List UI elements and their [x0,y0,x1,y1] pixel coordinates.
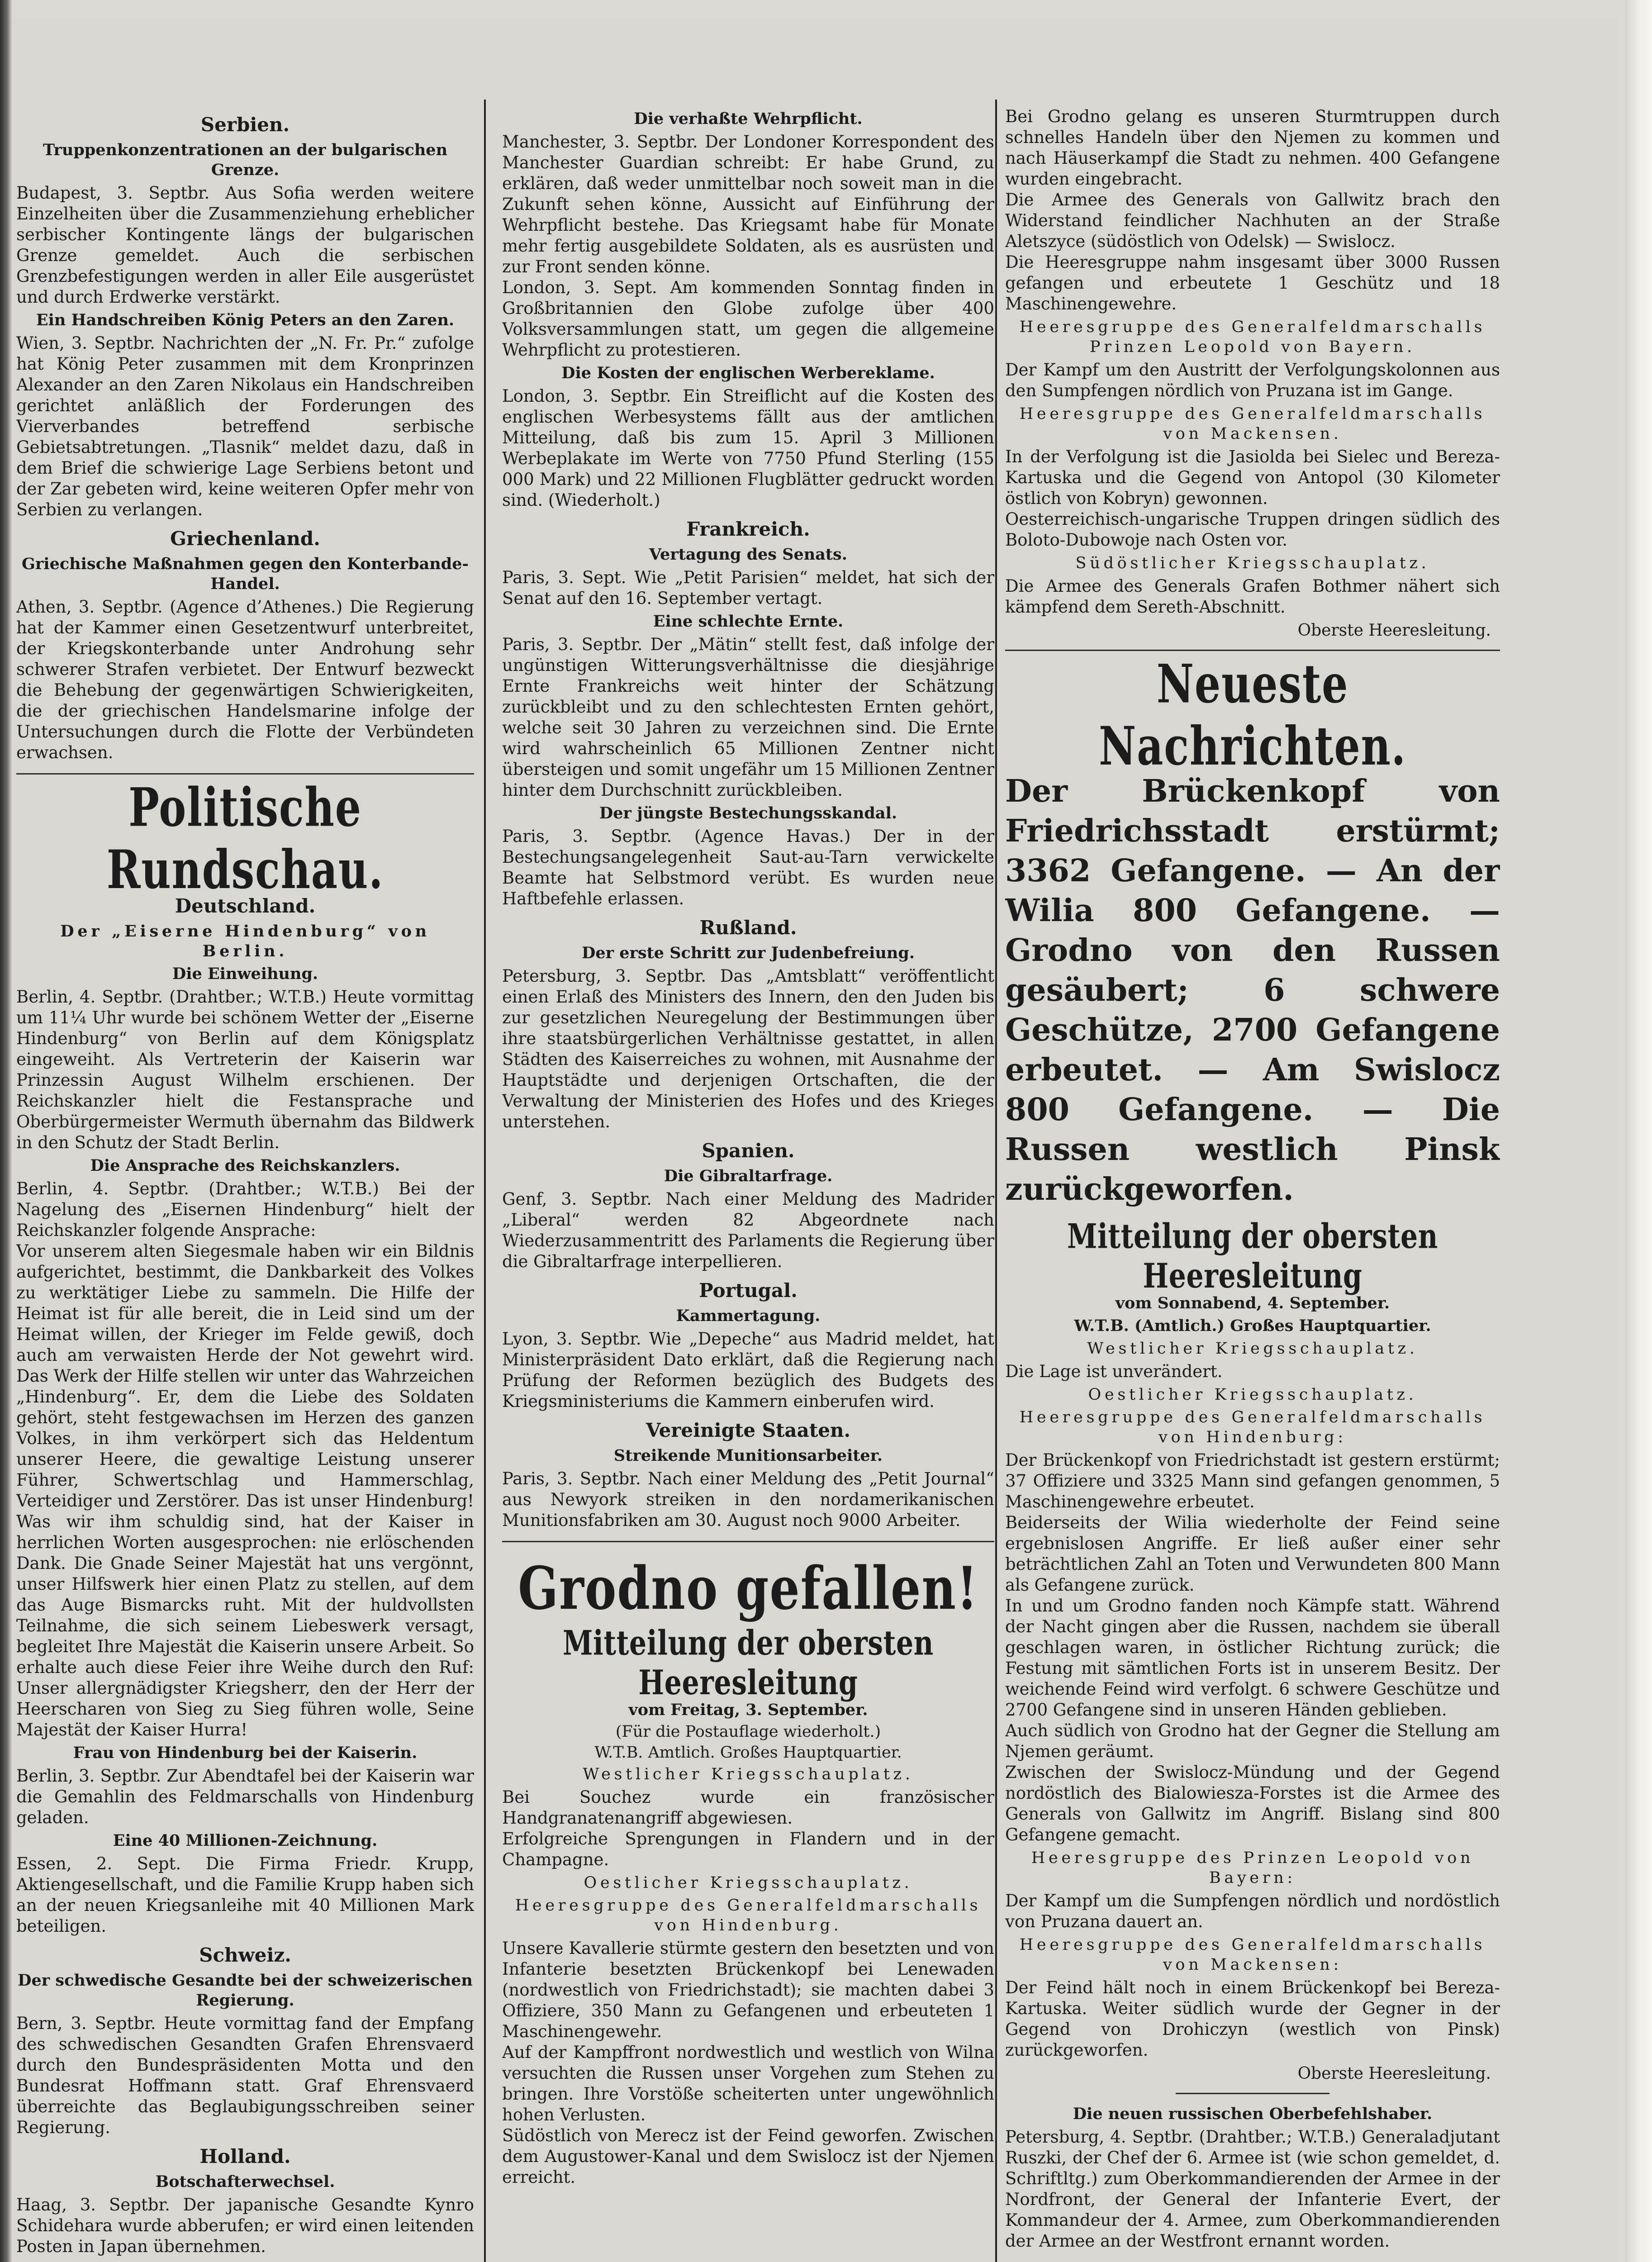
report-date: vom Sonnabend, 4. September. [1115,1294,1390,1312]
theatre-heading: Oestlicher Kriegsschauplatz. [1088,1386,1417,1404]
page-binding-edge [0,0,12,2262]
report-date: vom Freitag, 3. September. [628,1701,868,1719]
article-text: Berlin, 4. Septbr. (Drahtber.; W.T.B.) Bei der Nagelung des „Eisernen Hindenburg“ hielt der Reichskanzler folgende Ansprache: [16,1179,474,1240]
column-2 [502,106,994,2262]
army-group-heading: Heeresgruppe des Generalfeldmarschalls von Hindenburg. [515,1896,982,1934]
section-title-serbien: Serbien. [200,114,290,136]
article-text: Manchester, 3. Septbr. Der Londoner Korrespondent des Manchester Guardian schreibt: Er habe Grund, zu erklären, daß weder unmittelbar noch soweit man in die Zukunft sehen könne, Aussicht auf Einführung der Wehrpflicht bestehe. Das Kriegsamt habe für Monate mehr fertig ausgebildete Soldaten, als es ausrüsten und zur Front senden könne. [502,132,994,276]
neueste-masthead: Neueste Nachrichten. [1099,653,1406,778]
army-group-heading: Heeresgruppe des Prinzen Leopold von Bayern: [1031,1849,1474,1887]
article-text: Auf der Kampffront nordwestlich und westlich von Wilna versuchten die Russen unser Vorgehen zum Stehen zu bringen. Ihre Vorstöße scheiterten unter ungewöhnlich hohen Verlusten. [502,2043,994,2124]
article-text: Die Heeresgruppe nahm insgesamt über 3000 Russen gefangen und erbeutete 1 Geschütz und 18 Maschinengewehre. [1005,252,1500,314]
column-1 [16,106,474,2262]
rundschau-masthead: Politische Rundschau. [106,776,384,901]
subheading: Der jüngste Bestechungsskandal. [599,804,897,822]
section-title-deutschland: Deutschland. [175,895,316,917]
subheading: Die Kosten der englischen Werbereklame. [561,364,935,382]
article-text: Essen, 2. Sept. Die Firma Friedr. Krupp, Aktiengesellschaft, und die Familie Krupp haben sich an der neuen Kriegsanleihe mit 40 Millionen Mark beteiligen. [16,1854,474,1936]
article-text: Lyon, 3. Septbr. Wie „Depeche“ aus Madrid meldet, hat Ministerpräsident Dato erklärt, daß die Regierung nach Prüfung der Reformen bezüglich des Budgets des Kriegsministeriums die Kammern einberufen wird. [502,1329,994,1411]
column-rule [484,100,486,2262]
short-divider [1176,2093,1329,2094]
column-3 [1005,106,1500,2262]
theatre-heading: Westlicher Kriegsschauplatz. [583,1765,914,1783]
article-text: Auch südlich von Grodno hat der Gegner die Stellung am Njemen geräumt. [1005,1721,1500,1761]
theatre-heading: Südöstlicher Kriegsschauplatz. [1075,554,1430,572]
section-divider [1005,650,1500,651]
subheading: Der „Eiserne Hindenburg“ von Berlin. [60,922,430,960]
ohl-kicker: Mitteilung der obersten Heeresleitung [1067,1217,1438,1296]
article-text: Petersburg, 4. Septbr. (Drahtber.; W.T.B.) Generaladjutant Ruszki, der Chef der 6. Armee ist (wie schon gemeldet, d. Schriftltg.) zum Oberkommandierenden der Armee in der Nordfront, der General der Infanterie Evert, der Kommandeur der 4. Armee, zum Oberkommandierenden der Armee an der Westfront ernannt worden. [1005,2127,1500,2251]
article-text: In der Verfolgung ist die Jasiolda bei Sielec und Bereza-Kartuska und die Gegend von Antopol (30 Kilometer östlich von Kobryn) gewonnen. [1005,447,1500,508]
theatre-heading: Westlicher Kriegsschauplatz. [1087,1340,1418,1358]
report-source: W.T.B. (Amtlich.) Großes Hauptquartier. [1074,1316,1431,1335]
subheading: Ein Handschreiben König Peters an den Zaren. [36,311,455,329]
subheading: Frau von Hindenburg bei der Kaiserin. [73,1744,418,1762]
section-title-usa: Vereinigte Staaten. [646,1419,851,1441]
article-text: Unsere Kavallerie stürmte gestern den besetzten und von Infanterie besetzten Brückenkopf bei Lenewaden (nordwestlich von Friedrichstadt); sie machten dabei 3 Offiziere, 350 Mann zu Gefangenen und erbeuteten 1 Maschinengewehr. [502,1939,994,2041]
article-text: Paris, 3. Sept. Wie „Petit Parisien“ meldet, hat sich der Senat auf den 16. September vertagt. [502,568,994,608]
section-divider [502,1541,994,1542]
article-text: London, 3. Septbr. Ein Streiflicht auf die Kosten des englischen Werbesystems fällt aus der amtlichen Mitteilung, daß bis zum 15. April 3 Millionen Werbeplakate im Werte von 7750 Pfund Sterling (155 000 Mark) und 22 Millionen Flugblätter gedruckt worden sind. (Wiederholt.) [502,386,994,510]
army-group-heading: Heeresgruppe des Generalfeldmarschalls von Mackensen: [1019,1936,1486,1974]
subheading: Vertagung des Senats. [649,545,847,564]
page-right-margin [1625,0,1652,2262]
article-text: Oesterreichisch-ungarische Truppen dringen südlich des Boloto-Dubowoje nach Osten vor. [1005,509,1500,550]
article-text: Genf, 3. Septbr. Nach einer Meldung des Madrider „Liberal“ werden 82 Abgeordnete nach Wiederzusammentritt des Parlaments die Regierung über die Gibraltarfrage interpellieren. [502,1189,994,1271]
army-group-heading: Heeresgruppe des Generalfeldmarschalls von Hindenburg: [1019,1408,1486,1446]
subheading: Die Gibraltarfrage. [664,1167,833,1185]
article-text: Athen, 3. Septbr. (Agence d’Athenes.) Die Regierung hat der Kammer einen Gesetzentwurf unterbreitet, der Kriegskonterbande unter Androhung sehr schwerer Strafen verbietet. Der Entwurf bezweckt die Behebung der gegenwärtigen Schwierigkeiten, die der griechischen Handelsmarine infolge der Untersuchungen durch die Flotte der Verbündeten erwachsen. [16,597,474,762]
section-title-schweiz: Schweiz. [199,1944,291,1966]
section-title-portugal: Portugal. [699,1279,798,1302]
article-text: In und um Grodno fanden noch Kämpfe statt. Während der Nacht gingen aber die Russen, nachdem sie überall geschlagen waren, in östlicher Richtung zurück; die Festung mit sämtlichen Forts ist in unserem Besitz. Der weichende Feind wird verfolgt. 6 schwere Geschütze und 2700 Gefangene sind in unseren Händen geblieben. [1005,1596,1500,1720]
army-group-heading: Heeresgruppe des Generalfeldmarschalls von Mackensen. [1019,405,1486,443]
subheading: Kammertagung. [676,1307,821,1325]
article-text: Erfolgreiche Sprengungen in Flandern und in der Champagne. [502,1829,994,1869]
army-group-heading: Heeresgruppe des Generalfeldmarschalls Prinzen Leopold von Bayern. [1019,318,1486,356]
subheading: Die verhaßte Wehrpflicht. [634,109,863,128]
article-text: Bei Grodno gelang es unseren Sturmtruppen durch schnelles Handeln über den Njemen zu kommen und nach Häuserkampf die Stadt zu nehmen. 400 Gefangene wurden eingebracht. [1005,107,1500,189]
section-title-frankreich: Frankreich. [686,518,810,540]
subheading: Truppenkonzentrationen an der bulgarischen Grenze. [43,141,448,179]
article-text: Zwischen der Swislocz-Mündung und der Gegend nordöstlich des Bialowiesza-Forstes ist die Armee des Generals von Gallwitz im Angriff. Bislang sind 800 Gefangene gemacht. [1005,1763,1500,1844]
banner-headline: Der Brückenkopf von Friedrichsstadt erstürmt; 3362 Gefangene. — An der Wilia 800 Gefangene. — Grodno von den Russen gesäubert; 6 schwere Geschütze, 2700 Gefangene erbeutet. — Am Swislocz 800 Gefangene. — Die Russen westlich Pinsk zurückgeworfen. [1005,773,1500,1207]
subheading: Streikende Munitionsarbeiter. [613,1446,883,1465]
section-title-griechenland: Griechenland. [170,527,320,550]
section-title-holland: Holland. [199,2145,291,2167]
article-text: Wien, 3. Septbr. Nachrichten der „N. Fr. Pr.“ zufolge hat König Peter zusammen mit dem Kronprinzen Alexander an den Zaren Nikolaus ein Handschreiben gerichtet anläßlich der Forderungen des Vierverbandes betreffend serbische Gebietsabtretungen. „Tlasnik“ meldet dazu, daß in dem Brief die schwierige Lage Serbiens betont und der Zar gebeten wird, keine weiteren Opfer mehr von Serbien zu verlangen. [16,333,474,519]
article-text: Bern, 3. Septbr. Heute vormittag fand der Empfang des schwedischen Gesandten Grafen Ehrensvaerd durch den Bundespräsidenten Motta und den Bundesrat Hoffmann statt. Graf Ehrensvaerd überreichte das Beglaubigungsschreiben seiner Regierung. [16,2014,474,2137]
article-text: Die Armee des Generals Grafen Bothmer nähert sich kämpfend dem Sereth-Abschnitt. [1005,576,1500,617]
subheading: Die Einweihung. [172,965,318,983]
subheading: Eine schlechte Ernte. [653,612,844,631]
article-text: Der Feind hält noch in einem Brückenkopf bei Bereza-Kartuska. Weiter südlich wurde der Gegner in der Gegend von Drohiczyn (westlich von Pinsk) zurückgeworfen. [1005,1978,1500,2060]
article-text: London, 3. Sept. Am kommenden Sonntag finden in Großbritannien den Globe zufolge über 400 Volksversammlungen statt, um gegen die allgemeine Wehrpflicht zu protestieren. [502,278,994,360]
grodno-headline: Grodno gefallen! [518,1553,978,1623]
subheading: Griechische Maßnahmen gegen den Konterbande-Handel. [21,555,469,593]
section-title-spanien: Spanien. [702,1140,795,1162]
section-divider [16,773,474,775]
article-text: Bei Souchez wurde ein französischer Handgranatenangriff abgewiesen. [502,1787,994,1828]
subheading: Die Ansprache des Reichskanzlers. [90,1156,400,1175]
article-text: Vor unserem alten Siegesmale haben wir ein Bildnis aufgerichtet, bestimmt, die Dankbarkeit des Volkes zu werktätiger Liebe zu sammeln. Die Hilfe der Heimat ist für alle bereit, die in Leid sind um der Heimat willen, der Krieger im Felde gewiß, doch auch am verwaisten Herde der Not gewehrt wird. Das Werk der Hilfe stellen wir unter das Wahrzeichen „Hindenburg“. Er, dem die Liebe des Soldaten gehört, steht festgewachsen im Herzen des ganzen Volkes, in ihm verkörpert sich das Heldentum unserer Heere, die gewaltige Leistung unserer Führer, Schwertschlag und Hammerschlag, Verteidiger und Zerstörer. Das ist unser Hindenburg! Was wir ihm schuldig sind, hat der Kaiser in herrlichen Worten ausgesprochen: nie erlöschenden Dank. Die Gnade Seiner Majestät hat uns vergönnt, unser Hilfswerk hier einen Platz zu stellen, auf dem das Auge Bismarcks ruht. Mit der huldvollsten Teilnahme, die sich seinem Liebeswerk versagt, begleitet Ihre Majestät die Kaiserin unsere Arbeit. So erhalte auch diese Feier ihre Weihe durch den Ruf: Unser allergnädigster Kriegsherr, den der Herr der Heerscharen von Sieg zu Sieg führen wolle, Seine Majestät der Kaiser Hurra! [16,1241,474,1739]
subheading: Eine 40 Millionen-Zeichnung. [113,1831,378,1850]
article-text: Budapest, 3. Septbr. Aus Sofia werden weitere Einzelheiten über die Zusammenziehung erheblicher serbischer Kontingente längs der bulgarischen Grenze gemeldet. Auch die serbischen Grenzbefestigungen werden in aller Eile ausgerüstet und durch Erdwerke verstärkt. [16,183,474,307]
article-text: Paris, 3. Septbr. Der „Mätin“ stellt fest, daß infolge der ungünstigen Witterungsverhältnisse die diesjährige Ernte Frankreichs weit hinter der Schätzung zurückbleibt und zu den schlechtesten Ernten gehört, welche seit 30 Jahren zu verzeichnen sind. Die Ernte wird wahrscheinlich 65 Millionen Zentner nicht übersteigen und somit ungefähr um 15 Millionen Zentner hinter dem Durchschnitt zurückbleiben. [502,635,994,800]
section-title-russland: Rußland. [699,917,797,939]
article-text: Paris, 3. Septbr. (Agence Havas.) Der in der Bestechungsangelegenheit Saut-au-Tarn verwickelte Beamte hat Selbstmord verübt. Es wurden neue Haftbefehle erlassen. [502,827,994,908]
article-text: Haag, 3. Septbr. Der japanische Gesandte Kynro Schidehara wurde abberufen; er wird einen leitenden Posten in Japan übernehmen. [16,2195,474,2256]
article-text: Südöstlich von Merecz ist der Feind geworfen. Zwischen dem Augustower-Kanal und dem Swislocz ist der Njemen erreicht. [502,2126,994,2187]
report-source: W.T.B. Amtlich. Großes Hauptquartier. [594,1744,902,1762]
signature: Oberste Heeresleitung. [1297,2064,1491,2083]
column-rule [995,100,997,2262]
article-text: Der Brückenkopf von Friedrichstadt ist gestern erstürmt; 37 Offiziere und 3325 Mann sind gefangen genommen, 5 Maschinengewehre erbeutet. [1005,1450,1500,1511]
article-text: Die Lage ist unverändert. [1005,1362,1223,1381]
subheading: Die neuen russischen Oberbefehlshaber. [1073,2105,1433,2123]
ohl-kicker: Mitteilung der obersten Heeresleitung [563,1623,934,1703]
subheading: Botschafterwechsel. [155,2172,335,2191]
subheading: Der schwedische Gesandte bei der schweizerischen Regierung. [18,1971,473,2010]
subheading: Der erste Schritt zur Judenbefreiung. [581,944,915,962]
article-text: Die Armee des Generals von Gallwitz brach den Widerstand feindlicher Nachhuten an der Straße Aletszyce (südöstlich von Odelsk) — Swislocz. [1005,190,1500,251]
article-text: Paris, 3. Septbr. Nach einer Meldung des „Petit Journal“ aus Newyork streiken in den nordamerikanischen Munitionsfabriken am 30. August noch 9000 Arbeiter. [502,1469,994,1530]
article-text: Beiderseits der Wilia wiederholte der Feind seine ergebnislosen Angriffe. Er ließ außer einer sehr beträchtlichen Zahl an Toten und Verwundeten 800 Mann als Gefangene zurück. [1005,1513,1500,1595]
article-text: Der Kampf um die Sumpfengen nördlich und nordöstlich von Pruzana dauert an. [1005,1891,1500,1931]
article-text: Berlin, 4. Septbr. (Drahtber.; W.T.B.) Heute vormittag um 11¼ Uhr wurde bei schönem Wetter der „Eiserne Hindenburg“ von Berlin auf dem Königsplatz eingeweiht. Als Vertreterin der Kaiserin war Prinzessin August Wilhelm erschienen. Der Reichskanzler hielt die Festansprache und Oberbürgermeister Wermuth übernahm das Bildwerk in den Schutz der Stadt Berlin. [16,987,474,1152]
report-note: (Für die Postauflage wiederholt.) [615,1723,881,1741]
theatre-heading: Oestlicher Kriegsschauplatz. [584,1874,913,1892]
signature: Oberste Heeresleitung. [1297,621,1491,640]
article-text: Der Kampf um den Austritt der Verfolgungskolonnen aus den Sumpfengen nördlich von Pruzana ist im Gange. [1005,360,1500,400]
article-text: Berlin, 3. Septbr. Zur Abendtafel bei der Kaiserin war die Gemahlin des Feldmarschalls von Hindenburg geladen. [16,1766,474,1827]
article-text: Petersburg, 3. Septbr. Das „Amtsblatt“ veröffentlicht einen Erlaß des Ministers des Innern, den den Juden bis zur gesetzlichen Neuregelung der Bestimmungen über ihre staatsbürgerlichen Verhältnisse gestattet, in allen Städten des Kaiserreiches zu wohnen, mit Ausnahme der Hauptstädte und derjenigen Ortschaften, die der Verwaltung der Ministerien des Hofes und des Krieges unterstehen. [502,966,994,1131]
